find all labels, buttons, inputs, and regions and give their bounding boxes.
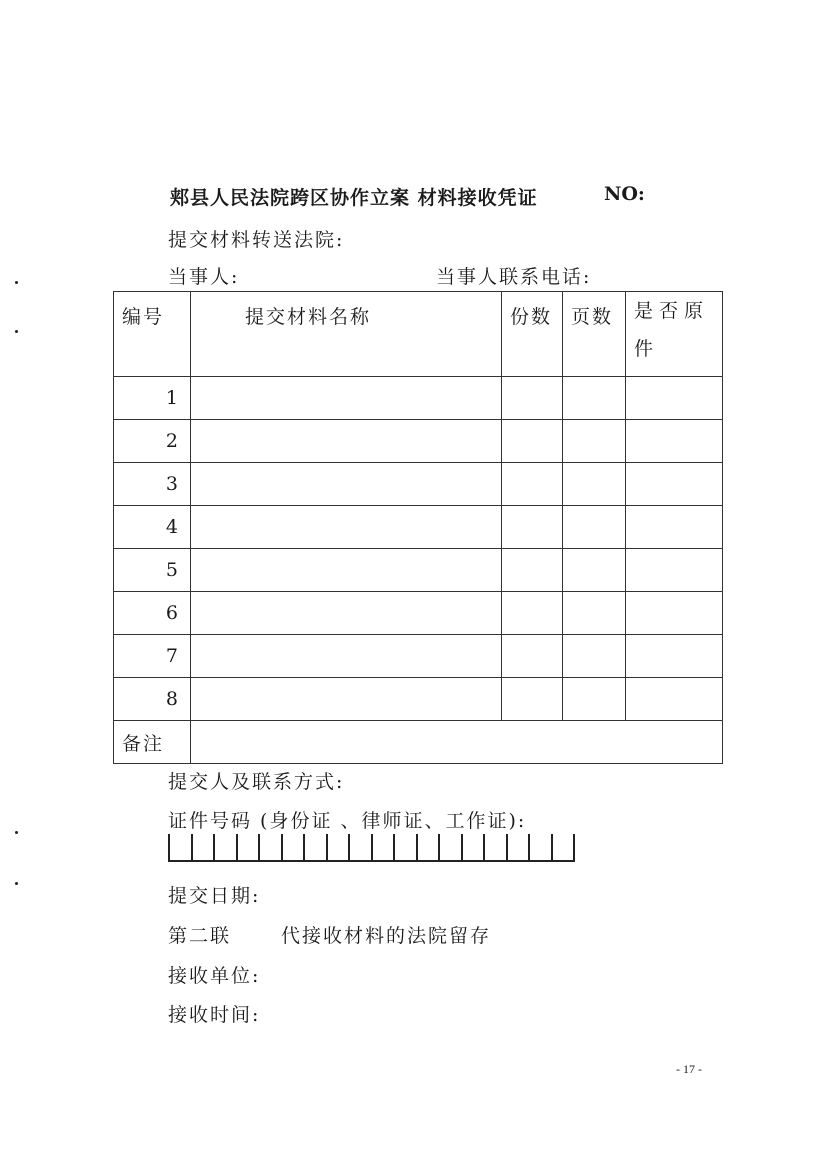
id-digit-box[interactable] <box>350 834 373 862</box>
original-cell[interactable] <box>626 592 723 635</box>
material-name-cell[interactable] <box>191 463 502 506</box>
row-number: 5 <box>114 549 191 592</box>
materials-table <box>113 291 723 764</box>
original-cell[interactable] <box>626 420 723 463</box>
pages-cell[interactable] <box>563 463 626 506</box>
header-pages: 页数 <box>563 292 626 377</box>
pages-cell[interactable] <box>563 635 626 678</box>
table-row <box>114 506 723 549</box>
copies-cell[interactable] <box>502 678 563 721</box>
material-name-cell[interactable] <box>191 592 502 635</box>
form-number-label: NO: <box>604 183 645 205</box>
id-digit-box[interactable] <box>260 834 283 862</box>
table-row <box>114 635 723 678</box>
id-digit-box[interactable] <box>508 834 531 862</box>
margin-dot <box>15 281 18 284</box>
row-number: 3 <box>114 463 191 506</box>
transfer-court-label: 提交材料转送法院: <box>168 229 345 251</box>
id-digit-box[interactable] <box>193 834 216 862</box>
copies-cell[interactable] <box>502 506 563 549</box>
row-number: 2 <box>114 420 191 463</box>
header-material-name: 提交材料名称 <box>191 292 502 377</box>
row-number: 1 <box>114 377 191 420</box>
original-cell[interactable] <box>626 377 723 420</box>
receiving-unit-label: 接收单位: <box>168 965 261 987</box>
id-digit-box[interactable] <box>215 834 238 862</box>
copies-cell[interactable] <box>502 420 563 463</box>
id-digit-box[interactable] <box>440 834 463 862</box>
id-digit-box[interactable] <box>553 834 576 862</box>
copies-cell[interactable] <box>502 635 563 678</box>
id-digit-box[interactable] <box>238 834 261 862</box>
table-row <box>114 377 723 420</box>
copies-cell[interactable] <box>502 463 563 506</box>
row-number: 8 <box>114 678 191 721</box>
remark-cell[interactable] <box>191 721 723 764</box>
pages-cell[interactable] <box>563 549 626 592</box>
submitter-label: 提交人及联系方式: <box>168 771 345 793</box>
id-digit-box[interactable] <box>463 834 486 862</box>
margin-dot <box>15 330 18 333</box>
party-phone-label: 当事人联系电话: <box>436 266 592 288</box>
form-title: 郏县人民法院跨区协作立案 材料接收凭证 <box>170 187 538 209</box>
material-name-cell[interactable] <box>191 420 502 463</box>
row-number: 4 <box>114 506 191 549</box>
table-row <box>114 678 723 721</box>
id-digit-box[interactable] <box>328 834 351 862</box>
material-name-cell[interactable] <box>191 678 502 721</box>
id-digit-box[interactable] <box>530 834 553 862</box>
margin-dot <box>15 831 18 834</box>
id-digit-box[interactable] <box>283 834 306 862</box>
receiving-time-label: 接收时间: <box>168 1004 261 1026</box>
pages-cell[interactable] <box>563 506 626 549</box>
id-digit-box[interactable] <box>305 834 328 862</box>
id-number-boxes[interactable] <box>168 834 575 862</box>
table-row <box>114 549 723 592</box>
party-label: 当事人: <box>168 266 240 288</box>
pages-cell[interactable] <box>563 377 626 420</box>
id-digit-box[interactable] <box>170 834 193 862</box>
header-copies: 份数 <box>502 292 563 377</box>
table-header-row <box>114 292 723 377</box>
original-cell[interactable] <box>626 635 723 678</box>
table-row <box>114 420 723 463</box>
remark-row <box>114 721 723 764</box>
header-original: 是否原件 <box>626 292 723 377</box>
remark-label: 备注 <box>114 721 191 764</box>
id-number-label: 证件号码 (身份证 、律师证、工作证): <box>168 810 527 832</box>
submit-date-label: 提交日期: <box>168 885 261 907</box>
original-cell[interactable] <box>626 506 723 549</box>
table-row <box>114 592 723 635</box>
copies-cell[interactable] <box>502 549 563 592</box>
material-name-cell[interactable] <box>191 549 502 592</box>
header-number: 编号 <box>114 292 191 377</box>
page-number: - 17 - <box>676 1062 702 1076</box>
pages-cell[interactable] <box>563 678 626 721</box>
original-cell[interactable] <box>626 549 723 592</box>
copy-label: 第二联 <box>168 925 232 947</box>
margin-dot <box>15 882 18 885</box>
copies-cell[interactable] <box>502 592 563 635</box>
pages-cell[interactable] <box>563 420 626 463</box>
row-number: 7 <box>114 635 191 678</box>
id-digit-box[interactable] <box>418 834 441 862</box>
table-row <box>114 463 723 506</box>
id-digit-box[interactable] <box>395 834 418 862</box>
copies-cell[interactable] <box>502 377 563 420</box>
original-cell[interactable] <box>626 678 723 721</box>
material-name-cell[interactable] <box>191 377 502 420</box>
copy-description: 代接收材料的法院留存 <box>281 925 492 947</box>
material-name-cell[interactable] <box>191 506 502 549</box>
id-digit-box[interactable] <box>373 834 396 862</box>
material-name-cell[interactable] <box>191 635 502 678</box>
row-number: 6 <box>114 592 191 635</box>
original-cell[interactable] <box>626 463 723 506</box>
pages-cell[interactable] <box>563 592 626 635</box>
id-digit-box[interactable] <box>485 834 508 862</box>
